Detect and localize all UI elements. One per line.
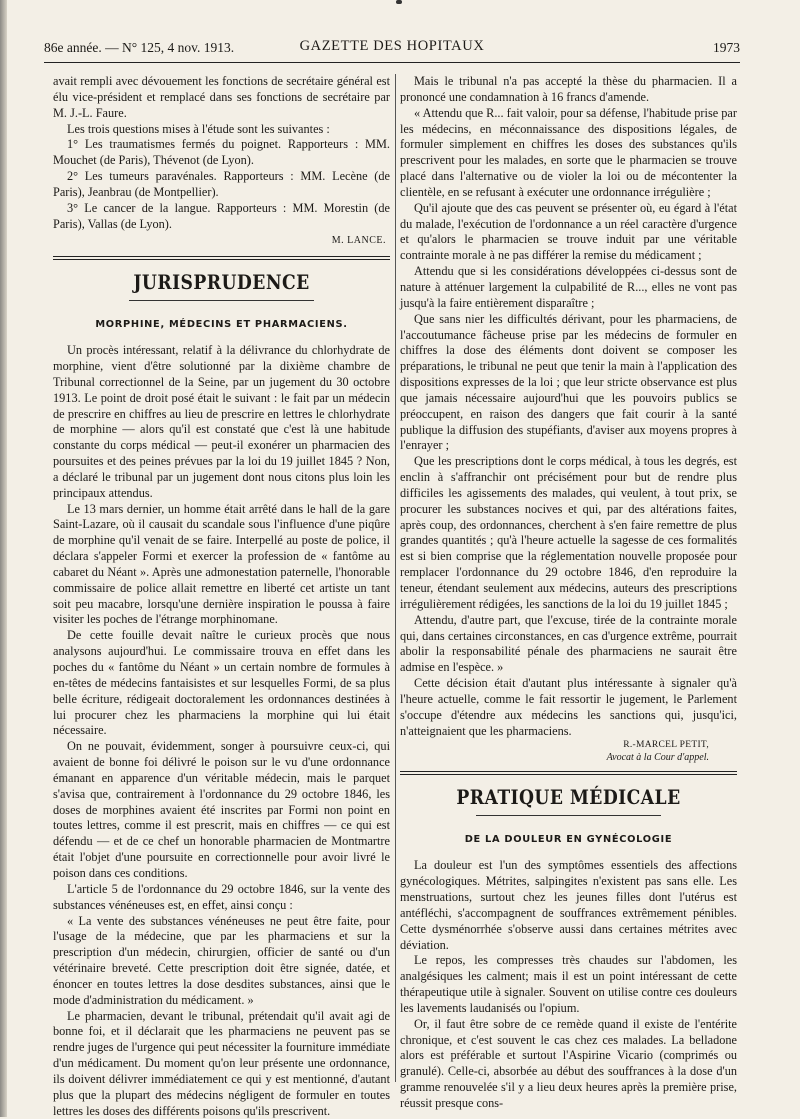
paragraph: avait rempli avec dévouement les fonctions de secrétaire général est élu vice-président et remplacé dans ses fonctions de secrétaire par M. J.-L. Faure. bbox=[53, 74, 390, 120]
title-rule bbox=[129, 300, 314, 301]
paragraph: Les trois questions mises à l'étude sont les suivantes : bbox=[67, 121, 330, 136]
section-separator bbox=[400, 771, 737, 775]
paragraph: De cette fouille devait naître le curieux procès que nous analysons aujourd'hui. Le commissaire trouva en effet dans les poches du « fantôme du Néant » un certain nombre de formules à en-têtes de médecins fantaisistes et sur lesquelles Formi, de sa plus belle écriture, rédigeait doctoralement les ordonnances destinées à lui procurer chez les pharmaciens la morphine qui lui était nécessaire. bbox=[53, 628, 390, 738]
section-title: JURISPRUDENCE bbox=[133, 270, 310, 295]
journal-title: GAZETTE DES HOPITAUX bbox=[299, 38, 485, 54]
paragraph: Or, il faut être sobre de ce remède quand il existe de l'entérite chronique, et c'est souvent le cas chez ces malades. La belladone alors est préférable et surtout l'Aspirine Vicario (comprimés ou granulé). Celle-ci, absorbée au début des souffrances à la dose d'un gramme renouvelée s'il y a lieu deux heures après la première prise, réussit presque cons- bbox=[400, 1016, 737, 1110]
column-divider bbox=[395, 74, 396, 1082]
list-item: 1° Les traumatismes fermés du poignet. Rapporteurs : MM. Mouchet (de Paris), Thévenot (de Lyon). bbox=[53, 137, 390, 168]
issue-info: 86e année. — N° 125, 4 nov. 1913. bbox=[44, 40, 235, 55]
section-separator bbox=[53, 256, 390, 260]
quotation: Que les prescriptions dont le corps médical, à tous les degrés, est enclin à s'affranchir ont précisément pour but de rendre plus difficiles les agissements des malades, qui veulent, à tout prix, se procurer les substances nocives et qui, par des altérations faites, après coup, des ordonnances, cherchent à s'en faire remettre de plus grandes quantités ; qu'à l'heure actuelle la sagesse de ces formalités est si bien comprise que la réglementation nouvelle proposée pour remplacer l'ordonnance du 29 octobre 1846, d'en reproduire la teneur, étendant seulement aux médecins, auteurs des prescriptions irrégulièrement rédigées, les sanctions de la loi du 19 juillet 1845 ; bbox=[400, 454, 737, 611]
paragraph: Le 13 mars dernier, un homme était arrêté dans le hall de la gare Saint-Lazare, où il causait du scandale sous l'influence d'une piqûre de morphine qu'il venait de se faire. Interpellé au poste de police, il déclara s'appeler Formi et exercer la profession de « fantôme au cabaret du Néant ». Après une admonestation paternelle, l'honorable commissaire de police allait remettre en liberté cet artiste un tant soit peu macabre, lorsqu'une dernière inspiration le poussa à faire visiter les poches de l'étrange morphinomane. bbox=[53, 501, 390, 627]
quotation: Attendu, d'autre part, que l'excuse, tirée de la contrainte morale qui, dans certaines circonstances, en cas d'urgence extrême, pourrait abolir la responsabilité pénale des pharmaciens ne saurait être admise en l'espèce. » bbox=[400, 612, 737, 675]
page-binding-edge bbox=[0, 0, 7, 1117]
article-subtitle: DE LA DOULEUR EN GYNÉCOLOGIE bbox=[464, 834, 673, 846]
paragraph: On ne pouvait, évidemment, songer à poursuivre ceux-ci, qui avaient de bonne foi délivré le poison sur le vu d'une ordonnance émanant en apparence d'un véritable médecin, mais le parquet s'avisa que, contrairement à l'ordonnance du 29 octobre 1846, les doses de morphines avaient été inscrites par Formi non point en toutes lettres, comme il est prescrit, mais en chiffres — ce qui est défendu — et de ce chef un honorable pharmacien de Montmartre était l'objet d'une poursuite en correctionnelle pour avoir livré le poison dans ces conditions. bbox=[53, 739, 390, 880]
list-item: 2° Les tumeurs paravénales. Rapporteurs : MM. Lecène (de Paris), Jeanbrau (de Montpellier). bbox=[53, 169, 390, 199]
paragraph: L'article 5 de l'ordonnance du 29 octobre 1846, sur la vente des substances vénéneuses est, en effet, ainsi conçu : bbox=[53, 881, 390, 912]
page-header bbox=[44, 38, 740, 58]
paragraph: Le repos, les compresses très chaudes sur l'abdomen, les analgésiques les calment; mais il est un point intéressant de cette thérapeutique utile à signaler. Souvent on utilise contre ces douleurs les lavements laudanisés ou l'opium. bbox=[400, 953, 737, 1015]
right-column bbox=[400, 74, 737, 1112]
paragraph: Cette décision était d'autant plus intéressante à signaler qu'à l'heure actuelle, comme le fait ressortir le jugement, le Parlement s'occupe d'étendre aux médecins les sanctions qui, jusqu'ici, n'atteignaient que les pharmaciens. bbox=[400, 676, 737, 738]
paragraph: Mais le tribunal n'a pas accepté la thèse du pharmacien. Il a prononcé une condamnation à 16 francs d'amende. bbox=[400, 74, 737, 104]
quotation: « La vente des substances vénéneuses ne peut être faite, pour l'usage de la médecine, que par les pharmaciens et sur la prescription d'un médecin, chirurgien, officier de santé ou d'un vétérinaire breveté. Cette prescription doit être signée, datée, et énoncer en toutes lettres la dose desdites substances, ainsi que le mode d'administration du médicament. » bbox=[53, 913, 390, 1007]
quotation: Qu'il ajoute que des cas peuvent se présenter où, eu égard à l'état du malade, l'exécution de l'ordonnance a un réel caractère d'urgence et qu'alors le pharmacien se trouve induit par une véritable contrainte morale à ne pas différer la remise du médicament ; bbox=[400, 200, 737, 263]
left-column bbox=[53, 74, 390, 1119]
paragraph: Un procès intéressant, relatif à la délivrance du chlorhydrate de morphine, vient d'être solutionné par la dixième chambre de Tribunal correctionnel de la Seine, par un jugement du 30 octobre 1913. Le point de droit posé était le suivant : le fait par un médecin de prescrire en chiffres au lieu de prescrire en lettres le chlorhydrate de morphine — alors qu'il est constaté que c'est là une habitude constante du corps médical — peut-il exonérer un pharmacien des poursuites et des peines prévues par la loi du 19 juillet 1845 ? Non, a déclaré le tribunal par un jugement dont nous citons plus loin les principaux attendus. bbox=[53, 343, 390, 500]
paragraph: Le pharmacien, devant le tribunal, prétendait qu'il avait agi de bonne foi, et il déclarait que les pharmaciens ne peuvent pas se rendre juges de l'urgence qui peut nécessiter la fourniture immédiate d'un médicament. Du moment qu'on leur présente une ordonnance, ils doivent délivrer immédiatement ce qui y est mentionné, d'autant plus que la plupart des médecins négligent de formuler en toutes lettres les doses des différents poisons qu'ils prescrivent. bbox=[53, 1008, 390, 1118]
quotation: « Attendu que R... fait valoir, pour sa défense, l'habitude prise par les médecins, en méconnaissance des dispositions légales, de formuler simplement en chiffres les doses des substances qu'ils prescrivent pour les malades, en sorte que le pharmacien se trouve placé dans l'alternative ou de violer la loi ou de mécontenter la clientèle, en se refusant à exécuter une ordonnance irrégulière ; bbox=[400, 105, 737, 199]
author-signature: R.-MARCEL PETIT, bbox=[623, 740, 709, 751]
author-signature: M. LANCE. bbox=[331, 235, 386, 247]
header-rule bbox=[44, 62, 740, 63]
quotation: Attendu que si les considérations développées ci-dessus sont de nature à atténuer largement la culpabilité de R..., elles ne vont pas jusqu'à la faire entièrement disparaître ; bbox=[400, 264, 737, 310]
quotation: Que sans nier les difficultés dérivant, pour les pharmaciens, de l'accoutumance fâcheuse prise par les médecins de formuler en chiffres la dose des éléments dont doivent se composer les préparations, le tribunal ne peut que tenir la main à l'application des dispositions expresses de la loi ; que leur stricte observance est plus que jamais nécessaire aujourd'hui que les pouvoirs publics se préoccupent, en raison des dangers que fait courir à la santé publique la diffusion des stupéfiants, d'aviser aux moyens propres à l'enrayer ; bbox=[400, 311, 737, 453]
section-title: PRATIQUE MÉDICALE bbox=[456, 785, 681, 810]
binding-dot bbox=[396, 0, 402, 4]
page-number: 1973 bbox=[713, 40, 740, 55]
title-rule bbox=[476, 815, 661, 816]
author-role: Avocat à la Cour d'appel. bbox=[606, 752, 709, 764]
article-subtitle: MORPHINE, MÉDECINS ET PHARMACIENS. bbox=[95, 319, 348, 331]
list-item: 3° Le cancer de la langue. Rapporteurs : MM. Morestin (de Paris), Vallas (de Lyon). bbox=[53, 200, 390, 231]
paragraph: La douleur est l'un des symptômes essentiels des affections gynécologiques. Métrites, salpingites n'existent pas sans elle. Les menstruations, surtout chez les jeunes filles dont l'utérus est antéfléchi, s'accompagnent de souffrances extrêmement pénibles. Cette dysménorrhée s'observe aussi dans certaines métrites avec déviation. bbox=[400, 858, 737, 952]
